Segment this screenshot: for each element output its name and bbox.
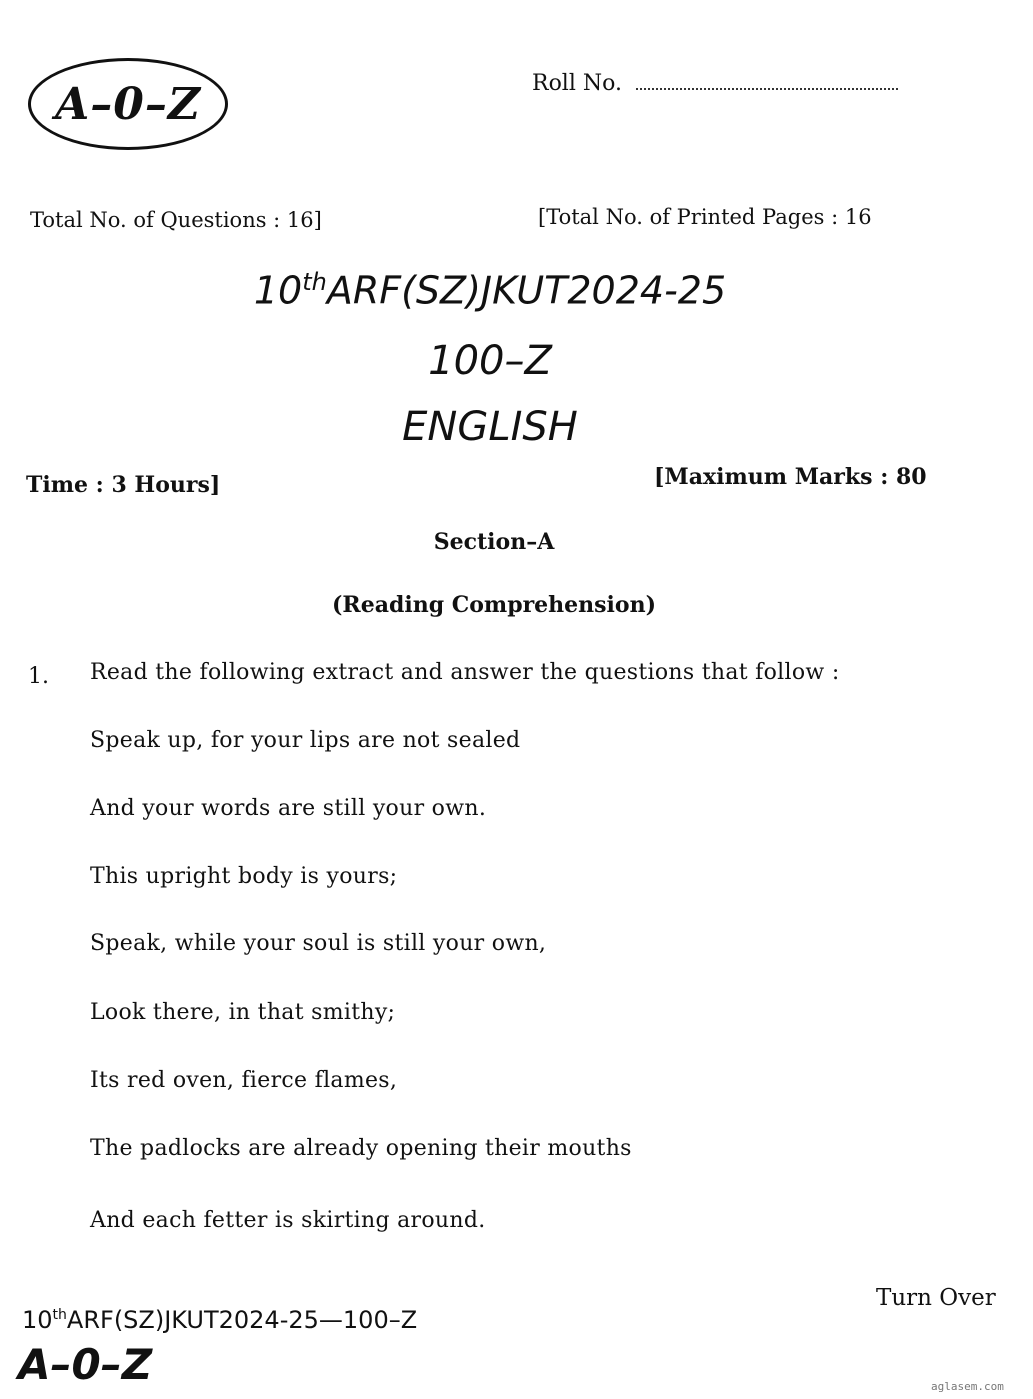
question-text: Read the following extract and answer the questions that follow : <box>90 660 840 685</box>
poem-line: Its red oven, fierce flames, <box>90 1068 398 1093</box>
footer-prefix: 10 <box>22 1306 53 1334</box>
exam-title-sup: th <box>302 268 327 296</box>
paper-code-badge <box>28 58 228 150</box>
footer-paper-code: A–0–Z <box>18 1340 153 1389</box>
total-pages: [Total No. of Printed Pages : 16 <box>538 205 872 229</box>
roll-no-blank <box>636 70 898 90</box>
poem-line: Speak up, for your lips are not sealed <box>90 728 521 753</box>
footer-suffix: ARF(SZ)JKUT2024-25—100–Z <box>66 1306 418 1334</box>
maximum-marks: [Maximum Marks : 80 <box>654 464 927 490</box>
question-number: 1. <box>28 664 49 689</box>
exam-title <box>0 268 980 313</box>
roll-no-field <box>532 70 898 96</box>
time-allowed: Time : 3 Hours] <box>26 472 221 498</box>
subject-title: ENGLISH <box>402 404 578 450</box>
total-questions: Total No. of Questions : 16] <box>30 208 322 232</box>
poem-line: And your words are still your own. <box>90 796 487 821</box>
exam-title-prefix: 10 <box>253 268 303 313</box>
exam-title-suffix: ARF(SZ)JKUT2024-25 <box>326 268 727 313</box>
poem-line: Look there, in that smithy; <box>90 1000 396 1025</box>
poem-line: The padlocks are already opening their mouths <box>90 1136 632 1161</box>
footer-sup: th <box>52 1307 67 1323</box>
poem-line: This upright body is yours; <box>90 864 398 889</box>
section-heading: Section–A <box>433 529 555 555</box>
watermark: aglasem.com <box>931 1380 1004 1393</box>
poem-line: Speak, while your soul is still your own, <box>90 931 547 956</box>
poem-line: And each fetter is skirting around. <box>90 1208 486 1233</box>
paper-code: A–0–Z <box>55 78 201 130</box>
roll-no-label: Roll No. <box>532 71 622 96</box>
section-subtitle: (Reading Comprehension) <box>332 592 656 618</box>
footer-exam-code <box>22 1306 417 1334</box>
subject-code: 100–Z <box>428 338 552 384</box>
turn-over-note: Turn Over <box>876 1285 996 1311</box>
